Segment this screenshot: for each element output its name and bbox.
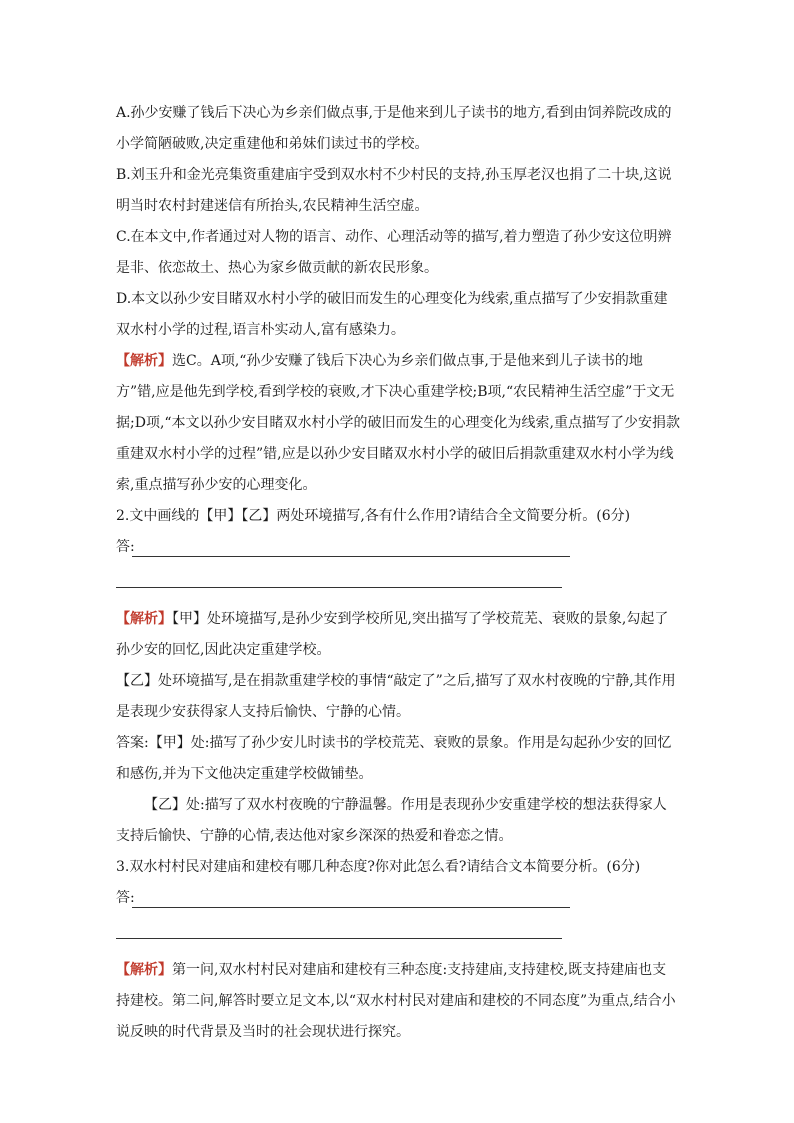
q2-answer-line[interactable] (116, 532, 680, 563)
q3-analysis (116, 955, 680, 1048)
q3-answer-label: 答: (116, 890, 135, 906)
answer-underline (116, 938, 562, 939)
spacer (116, 945, 680, 955)
q1-option-d: D.本文以孙少安目睹双水村小学的破旧而发生的心理变化为线索,重点描写了少安捐款重建双水村小学的过程,语言朴实动人,富有感染力。 (116, 291, 668, 338)
q3-answer-line[interactable] (116, 883, 680, 914)
spacer (116, 594, 680, 604)
q2-answer-p2: 【乙】处:描写了双水村夜晚的宁静温馨。作用是表现孙少安重建学校的想法获得家人支持后愉快、宁静的心情,表达他对家乡深深的热爱和眷恋之情。 (116, 797, 667, 844)
q2-analysis-p1-text: 【甲】处环境描写,是孙少安到学校所见,突出描写了学校荒芜、衰败的景象,勾起了孙少安的回忆,因此决定重建学校。 (116, 611, 669, 658)
answer-underline (132, 907, 570, 908)
q2-answer-p1: 答案:【甲】处:描写了孙少安儿时读书的学校荒芜、衰败的景象。作用是勾起孙少安的回忆和感伤,并为下文他决定重建学校做铺垫。 (116, 735, 672, 782)
q3-analysis-text: 第一问,双水村村民对建庙和建校有三种态度:支持建庙,支持建校,既支持建庙也支持建校。第二问,解答时要立足文本,以“双水村村民对建庙和建校的不同态度”为重点,结合小说反映的时代背景及当时的社会现状进行探究。 (116, 962, 676, 1040)
q1-option-a: A.孙少安赚了钱后下决心为乡亲们做点事,于是他来到儿子读书的地方,看到由饲养院改成的小学简陋破败,决定重建他和弟妹们读过书的学校。 (116, 105, 672, 152)
answer-underline (132, 556, 570, 557)
q3-question: 3.双水村村民对建庙和建校有哪几种态度?你对此怎么看?请结合文本简要分析。(6分) (116, 859, 641, 875)
q3-answer-line-2[interactable] (116, 914, 680, 945)
q2-analysis-p1 (116, 604, 680, 666)
analysis-tag: 【解析】 (116, 611, 172, 627)
q2-analysis-p2: 【乙】处环境描写,是在捐款重建学校的事情“敲定了”之后,描写了双水村夜晚的宁静,其作用是表现少安获得家人支持后愉快、宁静的心情。 (116, 673, 676, 720)
q1-analysis (116, 346, 680, 501)
document-content (116, 98, 680, 1048)
analysis-tag: 【解析】 (116, 353, 172, 369)
q2-answer-line-2[interactable] (116, 563, 680, 594)
q1-option-b: B.刘玉升和金光亮集资重建庙宇受到双水村不少村民的支持,孙玉厚老汉也捐了二十块,这说明当时农村封建迷信有所抬头,农民精神生活空虚。 (116, 167, 672, 214)
q1-option-c: C.在本文中,作者通过对人物的语言、动作、心理活动等的描写,着力塑造了孙少安这位明辨是非、依恋故土、热心为家乡做贡献的新农民形象。 (116, 229, 672, 276)
q1-analysis-text: 选C。A项,“孙少安赚了钱后下决心为乡亲们做点事,于是他来到儿子读书的地方”错,应是他先到学校,看到学校的衰败,才下决心重建学校;B项,“农民精神生活空虚”于文无据;D项,“本文以孙少安目睹双水村小学的破旧而发生的心理变化为线索,重点描写了少安捐款重建双水村小学的过程”错,应是以孙少安目睹双水村小学的破旧后捐款重建双水村小学为线索,重点描写孙少安的心理变化。 (116, 353, 680, 493)
q2-answer-label: 答: (116, 539, 135, 555)
q2-question: 2.文中画线的【甲】【乙】两处环境描写,各有什么作用?请结合全文简要分析。(6分) (116, 508, 631, 524)
analysis-tag: 【解析】 (116, 962, 172, 978)
answer-underline (116, 587, 562, 588)
